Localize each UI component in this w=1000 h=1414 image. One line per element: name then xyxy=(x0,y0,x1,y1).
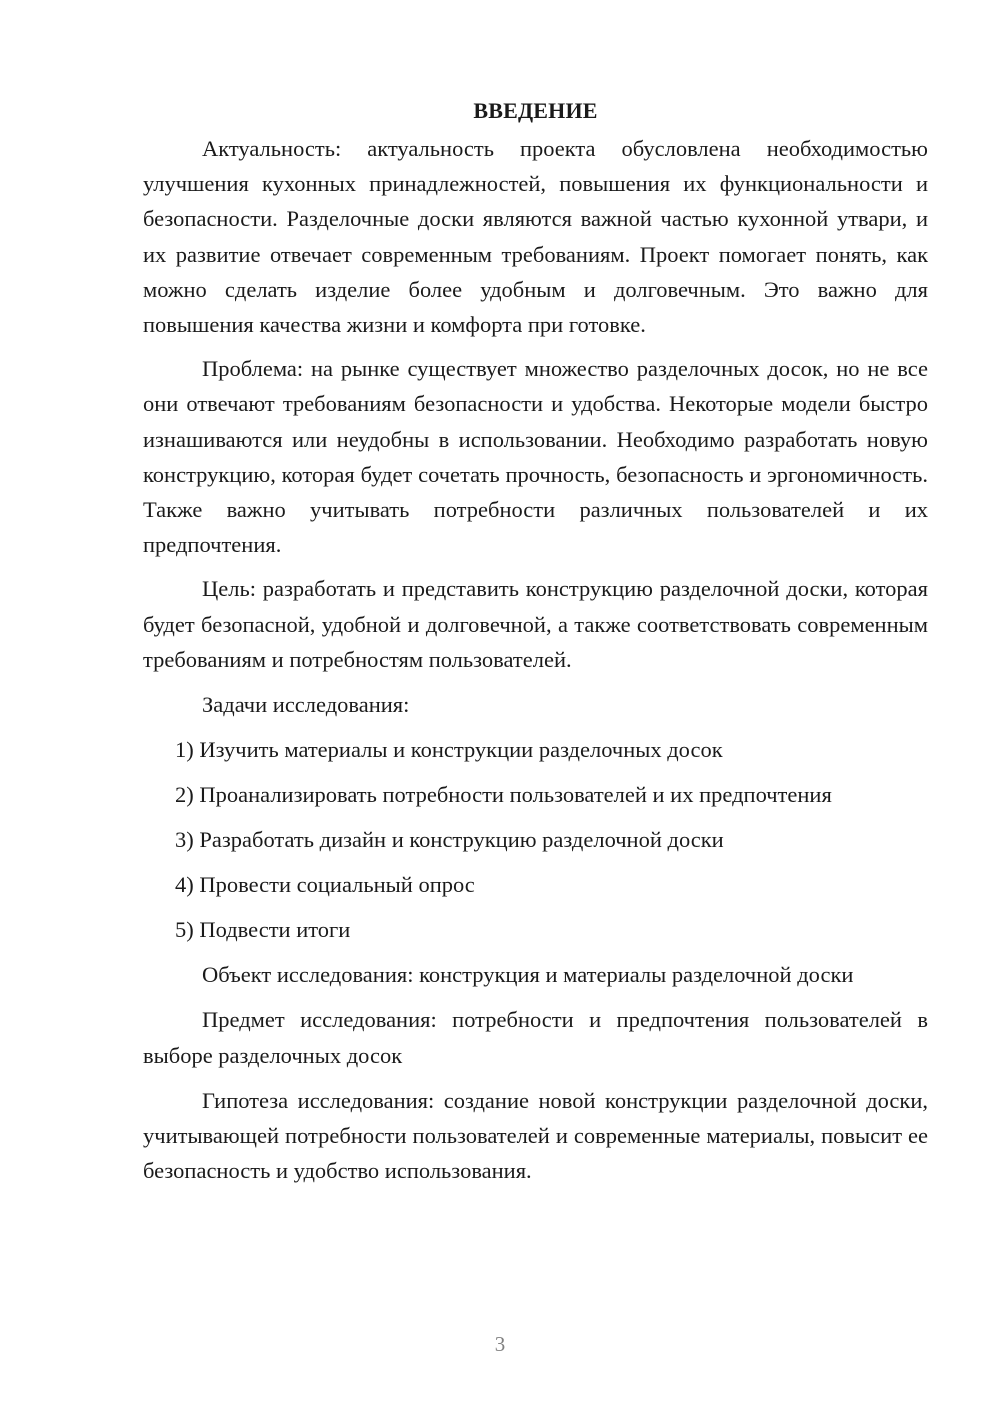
object-paragraph: Объект исследования: конструкция и материалы разделочной доски xyxy=(202,962,854,988)
subject-paragraph: Предмет исследования: потребности и предпочтения пользователей в выборе разделочных досок xyxy=(143,1007,928,1068)
problem-paragraph: Проблема: на рынке существует множество разделочных досок, но не все они отвечают требованиям безопасности и удобства. Некоторые модели быстро изнашиваются или неудобны в использовании. Необходимо разработать новую конструкцию, которая будет сочетать прочность, безопасность и эргономичность. Также важно учитывать потребности различных пользователей и их предпочтения. xyxy=(143,356,928,558)
task-item-5: 5) Подвести итоги xyxy=(175,917,351,943)
task-item-3: 3) Разработать дизайн и конструкцию разделочной доски xyxy=(175,827,724,853)
task-item-4: 4) Провести социальный опрос xyxy=(175,872,475,898)
section-title: ВВЕДЕНИЕ xyxy=(473,98,598,123)
document-page xyxy=(143,95,928,1188)
tasks-heading: Задачи исследования: xyxy=(202,692,410,718)
page-number: 3 xyxy=(494,1332,506,1356)
task-item-1: 1) Изучить материалы и конструкции разделочных досок xyxy=(175,737,723,763)
relevance-paragraph: Актуальность: актуальность проекта обусловлена необходимостью улучшения кухонных принадлежностей, повышения их функциональности и безопасности. Разделочные доски являются важной частью кухонной утвари, и их развитие отвечает современным требованиям. Проект помогает понять, как можно сделать изделие более удобным и долговечным. Это важно для повышения качества жизни и комфорта при готовке. xyxy=(143,136,928,338)
hypothesis-paragraph: Гипотеза исследования: создание новой конструкции разделочной доски, учитывающей потребности пользователей и современные материалы, повысит ее безопасность и удобство использования. xyxy=(143,1087,928,1184)
task-item-2: 2) Проанализировать потребности пользователей и их предпочтения xyxy=(175,782,832,808)
goal-paragraph: Цель: разработать и представить конструкцию разделочной доски, которая будет безопасной, удобной и долговечной, а также соответствовать современным требованиям и потребностям пользователей. xyxy=(143,576,928,672)
